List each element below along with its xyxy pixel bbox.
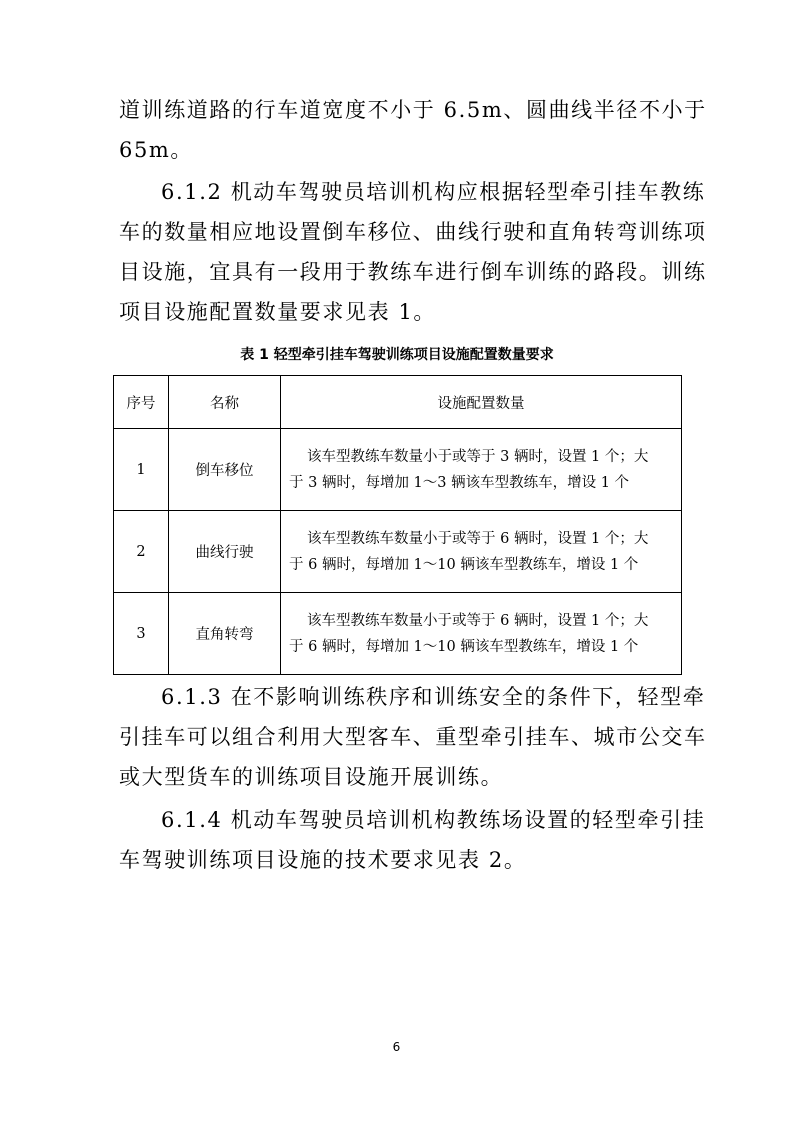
cell-text-line: 该车型教练车数量小于或等于 6 辆时，设置 1 个；大 bbox=[307, 612, 649, 629]
paragraph-6-1-4 bbox=[119, 800, 706, 880]
table-caption: 表 1 轻型牵引挂车驾驶训练项目设施配置数量要求 bbox=[240, 347, 554, 363]
paragraph-6-1-3 bbox=[119, 677, 707, 797]
table-header-row bbox=[114, 376, 682, 429]
table-row bbox=[114, 593, 682, 675]
table-row bbox=[114, 429, 682, 511]
cell-quantity bbox=[281, 429, 682, 511]
page-number: 6 bbox=[392, 1040, 401, 1054]
cell-no: 2 bbox=[114, 511, 169, 593]
paragraph-6-1-2 bbox=[119, 172, 707, 332]
header-quantity: 设施配置数量 bbox=[281, 376, 682, 429]
table-row bbox=[114, 511, 682, 593]
header-name: 名称 bbox=[169, 376, 281, 429]
cell-no: 1 bbox=[114, 429, 169, 511]
cell-text-line: 该车型教练车数量小于或等于 6 辆时，设置 1 个；大 bbox=[307, 530, 649, 547]
cell-no: 3 bbox=[114, 593, 169, 675]
text-line: 车的数量相应地设置倒车移位、曲线行驶和直角转弯训练项 bbox=[119, 220, 707, 244]
text-line: 引挂车可以组合利用大型客车、重型牵引挂车、城市公交车 bbox=[119, 725, 707, 749]
cell-text-line: 该车型教练车数量小于或等于 3 辆时，设置 1 个；大 bbox=[307, 448, 649, 465]
text-line: 6.1.2 机动车驾驶员培训机构应根据轻型牵引挂车教练 bbox=[161, 180, 706, 204]
cell-name: 直角转弯 bbox=[169, 593, 281, 675]
cell-text-line: 于 3 辆时，每增加 1～3 辆该车型教练车，增设 1 个 bbox=[289, 474, 630, 491]
text-line: 车驾驶训练项目设施的技术要求见表 2。 bbox=[119, 848, 527, 872]
cell-name: 倒车移位 bbox=[169, 429, 281, 511]
cell-quantity bbox=[281, 511, 682, 593]
cell-quantity bbox=[281, 593, 682, 675]
text-line: 65m。 bbox=[119, 138, 194, 162]
text-line: 或大型货车的训练项目设施开展训练。 bbox=[119, 765, 504, 789]
header-no: 序号 bbox=[114, 376, 169, 429]
cell-text-line: 于 6 辆时，每增加 1～10 辆该车型教练车，增设 1 个 bbox=[289, 638, 639, 655]
cell-text-line: 于 6 辆时，每增加 1～10 辆该车型教练车，增设 1 个 bbox=[289, 556, 639, 573]
text-line: 项目设施配置数量要求见表 1。 bbox=[119, 300, 437, 324]
facility-config-table bbox=[113, 375, 682, 675]
text-line: 6.1.4 机动车驾驶员培训机构教练场设置的轻型牵引挂 bbox=[161, 808, 706, 832]
text-line: 6.1.3 在不影响训练秩序和训练安全的条件下，轻型牵 bbox=[161, 685, 706, 709]
text-line: 道训练道路的行车道宽度不小于 6.5m、圆曲线半径不小于 bbox=[119, 98, 707, 122]
paragraph-road-width bbox=[119, 90, 707, 170]
text-line: 目设施，宜具有一段用于教练车进行倒车训练的路段。训练 bbox=[119, 260, 707, 284]
cell-name: 曲线行驶 bbox=[169, 511, 281, 593]
